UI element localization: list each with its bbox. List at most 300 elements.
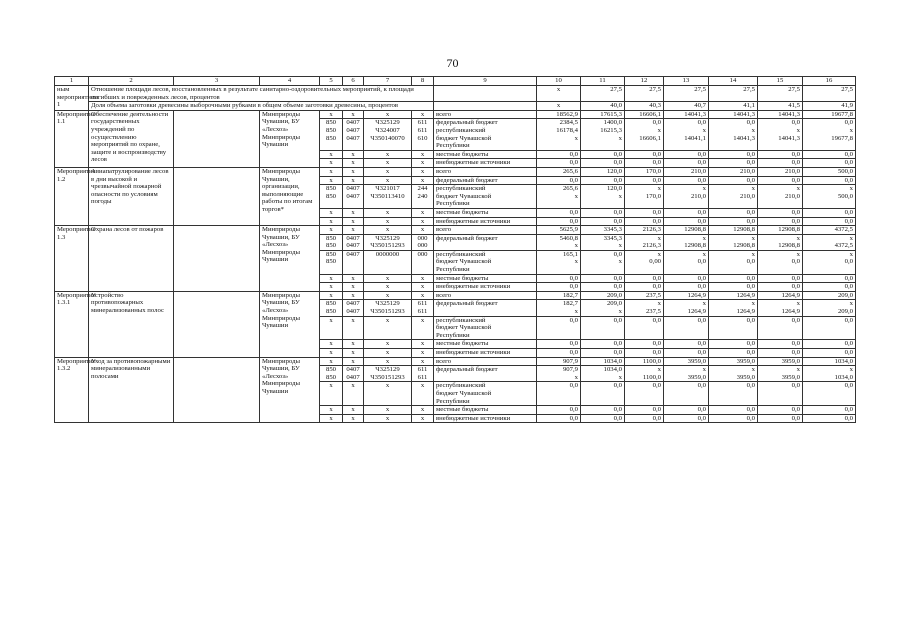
code-section: x: [343, 316, 364, 340]
code-target: x: [364, 176, 412, 185]
value-cell: x 0,0: [709, 250, 758, 274]
value-cell: 0,0 x 14041,1: [664, 119, 709, 150]
value-cell: 120,0: [581, 167, 625, 176]
value-cell: 0,0: [709, 274, 758, 283]
value-cell: 0,0: [625, 150, 664, 159]
value-cell: 165,1 x: [537, 250, 581, 274]
value-cell: 0,0: [803, 349, 856, 358]
column-number: 14: [709, 77, 758, 86]
code-target: x: [364, 414, 412, 423]
value-cell: 0,0: [664, 217, 709, 226]
value-cell: 907,9 x: [537, 366, 581, 382]
code-target: Ч325129 Ч350151293: [364, 300, 412, 316]
value-cell: 16606,1: [625, 110, 664, 119]
column-number: 6: [343, 77, 364, 86]
value-cell: 40,3: [625, 102, 664, 111]
value-cell: 0,0: [803, 406, 856, 415]
value-cell: 0,0: [625, 176, 664, 185]
indicator-text: Отношение площади лесов, восстановленных в результате санитарно-оздоровительных мероприятий, к площади погибших и поврежденных лесов, процентов: [89, 86, 434, 102]
value-cell: 0,0: [664, 316, 709, 340]
code-target: x: [364, 208, 412, 217]
column-number: 8: [412, 77, 434, 86]
value-cell: 0,0: [625, 159, 664, 168]
code-section: x: [343, 159, 364, 168]
funding-source: местные бюджеты: [434, 406, 537, 415]
value-cell: x 12908,8: [664, 234, 709, 250]
value-cell: x 1100,0: [625, 366, 664, 382]
column-number: 11: [581, 77, 625, 86]
value-cell: 3959,0: [709, 357, 758, 366]
code-expense: x: [412, 406, 434, 415]
value-cell: 0,0: [709, 414, 758, 423]
code-grbs: 850 850: [320, 234, 343, 250]
value-cell: 14041,3: [709, 110, 758, 119]
code-expense: 000: [412, 250, 434, 274]
value-cell: 0,0: [758, 382, 803, 406]
code-section: x: [343, 283, 364, 292]
value-cell: 27,5: [625, 86, 664, 102]
value-cell: x 3959,0: [664, 366, 709, 382]
funding-source: всего: [434, 110, 537, 119]
code-grbs: x: [320, 110, 343, 119]
code-expense: x: [412, 291, 434, 300]
code-section: x: [343, 208, 364, 217]
code-grbs: 850 850: [320, 366, 343, 382]
value-cell: 0,0: [758, 217, 803, 226]
code-section: x: [343, 110, 364, 119]
value-cell: 0,0: [758, 349, 803, 358]
value-cell: x 3959,0: [709, 366, 758, 382]
value-cell: 14041,3: [664, 110, 709, 119]
code-target: Ч325129 Ч324007 Ч350140070: [364, 119, 412, 150]
value-cell: 0,0: [758, 340, 803, 349]
value-cell: x 237,5: [625, 300, 664, 316]
value-cell: 41,5: [758, 102, 803, 111]
value-cell: 0,0: [625, 274, 664, 283]
code-section: 0407 0407: [343, 185, 364, 209]
value-cell: 27,5: [581, 86, 625, 102]
code-target: x: [364, 150, 412, 159]
value-cell: x 1264,9: [709, 300, 758, 316]
value-cell: 3345,3: [581, 226, 625, 235]
code-expense: 000 000: [412, 234, 434, 250]
funding-source: федеральный бюджет республиканский бюджет Чувашской Республики: [434, 119, 537, 150]
value-cell: 0,0: [537, 382, 581, 406]
value-cell: 170,0: [625, 167, 664, 176]
measure-name: Авиапатрулирование лесов в дни высокой и чрезвычайной пожарной опасности по условиям погоды: [89, 167, 174, 225]
value-cell: 12908,8: [709, 226, 758, 235]
value-cell: 0,0: [758, 274, 803, 283]
table-row: [55, 226, 856, 235]
value-cell: 18562,9: [537, 110, 581, 119]
measure-number: Мероприятие 1.3.1: [55, 291, 89, 357]
value-cell: 0,0: [709, 382, 758, 406]
measure-name: Обеспечение деятельности государственных учреждений по осуществлению мероприятий по охране, защите и воспроизводству лесов: [89, 110, 174, 167]
code-expense: x: [412, 340, 434, 349]
code-grbs: x: [320, 357, 343, 366]
value-cell: 182,7: [537, 291, 581, 300]
indicator-empty: [434, 102, 537, 111]
column-number: 16: [803, 77, 856, 86]
value-cell: 0,0: [758, 150, 803, 159]
value-cell: 5625,9: [537, 226, 581, 235]
measure-executor: Минприроды Чувашии, БУ «Лесхоз» Минприроды Чувашии: [260, 226, 320, 292]
value-cell: 0,0: [758, 208, 803, 217]
code-section: 0407: [343, 250, 364, 274]
funding-source: местные бюджеты: [434, 340, 537, 349]
value-cell: 265,6: [537, 167, 581, 176]
value-cell: 0,0: [709, 349, 758, 358]
indicator-row: [55, 102, 856, 111]
value-cell: 0,0: [664, 150, 709, 159]
value-cell: 0,0: [709, 150, 758, 159]
code-target: 0000000: [364, 250, 412, 274]
value-cell: 1034,0: [803, 357, 856, 366]
funding-source: федеральный бюджет: [434, 300, 537, 316]
column-number: 12: [625, 77, 664, 86]
value-cell: x 209,0: [803, 300, 856, 316]
funding-source: республиканский бюджет Чувашской Республики: [434, 316, 537, 340]
code-grbs: x: [320, 159, 343, 168]
funding-source: федеральный бюджет: [434, 176, 537, 185]
measure-col3: [174, 291, 260, 357]
column-number: 1: [55, 77, 89, 86]
code-grbs: x: [320, 217, 343, 226]
funding-source: внебюджетные источники: [434, 159, 537, 168]
value-cell: 0,0: [625, 208, 664, 217]
value-cell: 0,0: [581, 274, 625, 283]
code-expense: x: [412, 110, 434, 119]
code-target: x: [364, 167, 412, 176]
measure-number: ным мероприятием 1: [55, 86, 89, 111]
code-target: x: [364, 283, 412, 292]
value-cell: 0,0: [581, 176, 625, 185]
measure-name: Охрана лесов от пожаров: [89, 226, 174, 292]
value-cell: 2126,3: [625, 226, 664, 235]
value-cell: 0,0: [625, 340, 664, 349]
table-row: [55, 357, 856, 366]
value-cell: 17615,3: [581, 110, 625, 119]
measure-name: Уход за противопожарными минерализованными полосами: [89, 357, 174, 423]
value-cell: 0,0: [664, 176, 709, 185]
value-cell: 0,0: [537, 274, 581, 283]
measure-col3: [174, 110, 260, 167]
value-cell: 1034,0 x: [581, 366, 625, 382]
code-target: x: [364, 159, 412, 168]
value-cell: x 210,0: [664, 185, 709, 209]
code-expense: x: [412, 414, 434, 423]
value-cell: 1100,0: [625, 357, 664, 366]
code-expense: x: [412, 176, 434, 185]
code-section: x: [343, 340, 364, 349]
value-cell: 1034,0: [581, 357, 625, 366]
value-cell: 3345,3 x: [581, 234, 625, 250]
value-cell: 0,0: [664, 406, 709, 415]
value-cell: 0,0: [803, 217, 856, 226]
value-cell: 0,0: [581, 406, 625, 415]
value-cell: x 0,0: [758, 250, 803, 274]
code-expense: x: [412, 274, 434, 283]
column-number: 15: [758, 77, 803, 86]
funding-source: внебюджетные источники: [434, 349, 537, 358]
code-target: Ч325129 Ч350151293: [364, 234, 412, 250]
value-cell: 27,5: [803, 86, 856, 102]
value-cell: x 1034,0: [803, 366, 856, 382]
value-cell: x 0,00: [625, 250, 664, 274]
value-cell: 27,5: [664, 86, 709, 102]
value-cell: 0,0: [581, 349, 625, 358]
measure-number: Мероприятие 1.3.2: [55, 357, 89, 423]
column-number: 10: [537, 77, 581, 86]
value-cell: 210,0: [758, 167, 803, 176]
code-grbs: x: [320, 274, 343, 283]
funding-source: республиканский бюджет Чувашской Республики: [434, 185, 537, 209]
value-cell: 0,0 x: [581, 250, 625, 274]
code-section: x: [343, 150, 364, 159]
value-cell: 5460,8 x: [537, 234, 581, 250]
measure-col3: [174, 226, 260, 292]
value-cell: 0,0: [709, 340, 758, 349]
value-cell: 40,0: [581, 102, 625, 111]
value-cell: 0,0: [803, 283, 856, 292]
value-cell: 0,0: [664, 382, 709, 406]
value-cell: 0,0: [803, 150, 856, 159]
budget-table: [54, 76, 856, 423]
code-expense: x: [412, 159, 434, 168]
code-section: x: [343, 349, 364, 358]
code-section: x: [343, 291, 364, 300]
funding-source: всего: [434, 291, 537, 300]
value-cell: 0,0 x 16606,1: [625, 119, 664, 150]
code-target: x: [364, 110, 412, 119]
value-cell: 0,0: [758, 176, 803, 185]
funding-source: республиканский бюджет Чувашской Республики: [434, 250, 537, 274]
code-grbs: x: [320, 316, 343, 340]
code-grbs: x: [320, 283, 343, 292]
code-section: 0407 0407: [343, 366, 364, 382]
value-cell: 0,0: [664, 208, 709, 217]
code-grbs: x: [320, 349, 343, 358]
value-cell: 0,0: [709, 176, 758, 185]
value-cell: 0,0: [709, 406, 758, 415]
column-number: 9: [434, 77, 537, 86]
value-cell: 209,0: [581, 291, 625, 300]
code-expense: x: [412, 150, 434, 159]
code-section: 0407 0407: [343, 234, 364, 250]
value-cell: 0,0: [625, 316, 664, 340]
value-cell: x 12908,8: [758, 234, 803, 250]
value-cell: 3959,0: [758, 357, 803, 366]
value-cell: 0,0: [664, 283, 709, 292]
value-cell: 0,0: [709, 159, 758, 168]
code-section: x: [343, 176, 364, 185]
value-cell: 0,0: [581, 340, 625, 349]
funding-source: внебюджетные источники: [434, 217, 537, 226]
funding-source: всего: [434, 167, 537, 176]
column-number: 13: [664, 77, 709, 86]
value-cell: 0,0: [803, 208, 856, 217]
value-cell: 4372,5: [803, 226, 856, 235]
table-row: [55, 110, 856, 119]
value-cell: 0,0: [664, 414, 709, 423]
value-cell: 1264,9: [758, 291, 803, 300]
value-cell: 0,0: [537, 349, 581, 358]
value-cell: x 1264,9: [664, 300, 709, 316]
value-cell: x 500,0: [803, 185, 856, 209]
value-cell: 41,9: [803, 102, 856, 111]
value-cell: 210,0: [709, 167, 758, 176]
code-section: x: [343, 226, 364, 235]
code-expense: x: [412, 208, 434, 217]
value-cell: 0,0: [581, 382, 625, 406]
code-expense: x: [412, 167, 434, 176]
funding-source: местные бюджеты: [434, 274, 537, 283]
value-cell: 0,0: [803, 316, 856, 340]
value-cell: 0,0: [625, 217, 664, 226]
measure-number: Мероприятие 1.3: [55, 226, 89, 292]
code-grbs: x: [320, 167, 343, 176]
funding-source: федеральный бюджет: [434, 366, 537, 382]
column-number: 4: [260, 77, 320, 86]
value-cell: 0,0: [709, 283, 758, 292]
measure-number: Мероприятие 1.1: [55, 110, 89, 167]
column-number: 3: [174, 77, 260, 86]
value-cell: 0,0: [581, 208, 625, 217]
code-expense: 244 240: [412, 185, 434, 209]
code-target: x: [364, 316, 412, 340]
page-number: 70: [446, 56, 459, 70]
value-cell: 0,0: [803, 414, 856, 423]
funding-source: внебюджетные источники: [434, 283, 537, 292]
value-cell: 265,6 x: [537, 185, 581, 209]
code-expense: x: [412, 226, 434, 235]
value-cell: 0,0: [537, 414, 581, 423]
value-cell: 0,0 x 14041,3: [758, 119, 803, 150]
table-body: [55, 77, 856, 423]
code-grbs: x: [320, 382, 343, 406]
column-number: 7: [364, 77, 412, 86]
funding-source: местные бюджеты: [434, 150, 537, 159]
value-cell: 0,0: [581, 217, 625, 226]
funding-source: всего: [434, 357, 537, 366]
code-grbs: x: [320, 226, 343, 235]
value-cell: 0,0 x 14041,3: [709, 119, 758, 150]
value-cell: x 4372,5: [803, 234, 856, 250]
code-expense: x: [412, 382, 434, 406]
code-section: x: [343, 406, 364, 415]
value-cell: 0,0: [709, 316, 758, 340]
value-cell: x 3959,0: [758, 366, 803, 382]
code-target: x: [364, 340, 412, 349]
code-section: x: [343, 414, 364, 423]
value-cell: 182,7 x: [537, 300, 581, 316]
value-cell: 27,5: [758, 86, 803, 102]
indicator-empty: [434, 86, 537, 102]
value-cell: x 0,0: [803, 250, 856, 274]
value-cell: 0,0: [625, 349, 664, 358]
value-cell: 0,0: [664, 159, 709, 168]
value-cell: 0,0: [758, 159, 803, 168]
code-target: x: [364, 291, 412, 300]
code-target: x: [364, 406, 412, 415]
value-cell: 0,0: [537, 208, 581, 217]
value-cell: 12908,8: [758, 226, 803, 235]
value-cell: x 170,0: [625, 185, 664, 209]
measure-col3: [174, 357, 260, 423]
code-grbs: x: [320, 414, 343, 423]
value-cell: 0,0: [803, 176, 856, 185]
value-cell: 907,9: [537, 357, 581, 366]
table-row: [55, 291, 856, 300]
value-cell: x 1264,9: [758, 300, 803, 316]
measure-executor: Минприроды Чувашии, БУ «Лесхоз» Минприроды Чувашии: [260, 291, 320, 357]
code-section: x: [343, 357, 364, 366]
indicator-text: Доля объема заготовки древесины выборочными рубками в общем объеме заготовки древесины, процентов: [89, 102, 434, 111]
value-cell: x 210,0: [758, 185, 803, 209]
value-cell: 0,0: [664, 274, 709, 283]
code-grbs: x: [320, 208, 343, 217]
value-cell: 500,0: [803, 167, 856, 176]
value-cell: 41,1: [709, 102, 758, 111]
value-cell: 3959,0: [664, 357, 709, 366]
funding-source: всего: [434, 226, 537, 235]
value-cell: 1400,0 16215,3 x: [581, 119, 625, 150]
code-grbs: x: [320, 176, 343, 185]
value-cell: 120,0 x: [581, 185, 625, 209]
value-cell: x 12908,8: [709, 234, 758, 250]
indicator-source: x: [537, 102, 581, 111]
value-cell: 1264,9: [709, 291, 758, 300]
code-grbs: x: [320, 291, 343, 300]
value-cell: 40,7: [664, 102, 709, 111]
value-cell: 0,0: [758, 406, 803, 415]
measure-executor: Минприроды Чувашии, БУ «Лесхоз» Минприроды Чувашии: [260, 357, 320, 423]
code-expense: x: [412, 357, 434, 366]
value-cell: 0,0: [803, 159, 856, 168]
value-cell: 0,0: [625, 382, 664, 406]
value-cell: 12908,8: [664, 226, 709, 235]
funding-source: внебюджетные источники: [434, 414, 537, 423]
measure-number: Мероприятие 1.2: [55, 167, 89, 225]
table-row: [55, 167, 856, 176]
indicator-row: [55, 86, 856, 102]
value-cell: 19677,8: [803, 110, 856, 119]
value-cell: 0,0: [664, 340, 709, 349]
code-grbs: 850 850 850: [320, 119, 343, 150]
indicator-source: x: [537, 86, 581, 102]
value-cell: 0,0: [581, 159, 625, 168]
value-cell: x 0,0: [664, 250, 709, 274]
value-cell: x 210,0: [709, 185, 758, 209]
measure-name: Устройство противопожарных минерализованных полос: [89, 291, 174, 357]
value-cell: 0,0: [625, 406, 664, 415]
value-cell: 0,0: [581, 414, 625, 423]
code-grbs: x: [320, 340, 343, 349]
value-cell: 27,5: [709, 86, 758, 102]
value-cell: 0,0: [537, 150, 581, 159]
code-section: 0407 0407 0407: [343, 119, 364, 150]
code-target: x: [364, 217, 412, 226]
code-expense: 611 611: [412, 300, 434, 316]
value-cell: 0,0: [758, 316, 803, 340]
code-expense: x: [412, 283, 434, 292]
value-cell: 1264,9: [664, 291, 709, 300]
code-expense: x: [412, 316, 434, 340]
value-cell: 0,0: [625, 283, 664, 292]
measure-executor: Минприроды Чувашии, организации, выполняющие работы по итогам торгов*: [260, 167, 320, 225]
column-number-row: [55, 77, 856, 86]
value-cell: 0,0: [537, 159, 581, 168]
